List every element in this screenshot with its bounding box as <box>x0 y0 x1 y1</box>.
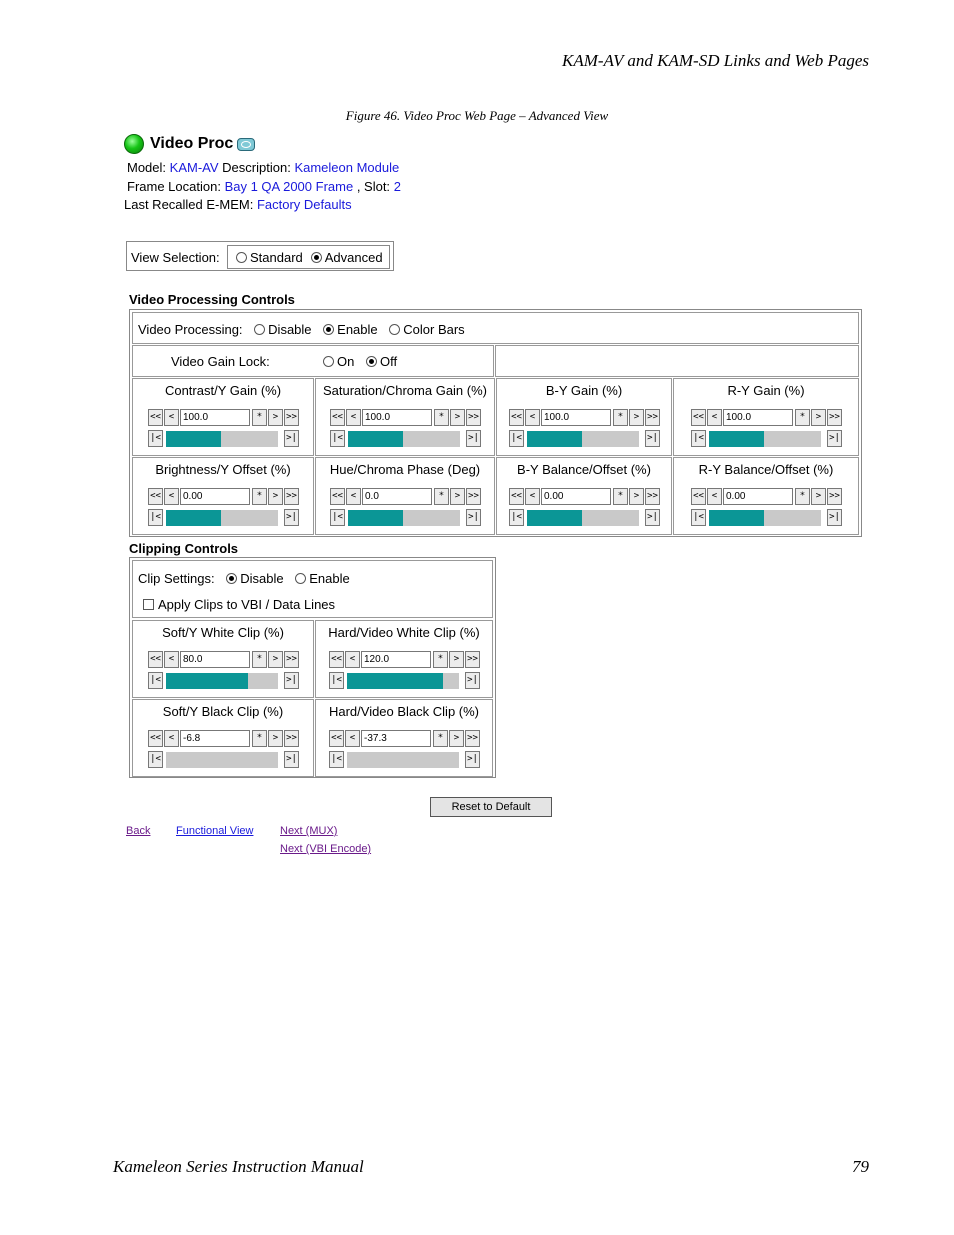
min-button[interactable]: |< <box>329 672 344 689</box>
view-standard-radio[interactable] <box>236 252 247 263</box>
b-y-balance-offset-control <box>496 457 672 535</box>
clip-disable-radio[interactable] <box>226 573 237 584</box>
max-button[interactable]: >| <box>284 430 299 447</box>
apply-button[interactable]: * <box>434 488 449 505</box>
hard-video-black-clip-adjuster <box>329 730 481 772</box>
frame-location-value: Bay 1 QA 2000 Frame <box>224 179 354 194</box>
footer-page-number: 79 <box>852 1157 869 1176</box>
hard-video-white-clip-control <box>315 620 493 698</box>
r-y-balance-offset-adjuster <box>691 488 843 530</box>
description-value: Kameleon Module <box>294 160 400 175</box>
hard-video-black-clip-control <box>315 699 493 777</box>
vp-enable-radio[interactable] <box>323 324 334 335</box>
fast-increment-button[interactable]: >> <box>284 409 299 426</box>
gain-lock-on-radio[interactable] <box>323 356 334 367</box>
page-title: Video Proc <box>150 135 234 152</box>
max-button[interactable]: >| <box>466 509 481 526</box>
soft-y-white-clip-slider[interactable] <box>166 673 278 689</box>
decrement-button[interactable]: < <box>346 409 361 426</box>
next-mux-link[interactable]: Next (MUX) <box>280 825 338 837</box>
apply-button[interactable]: * <box>252 651 267 668</box>
slot-value: 2 <box>393 179 401 194</box>
frame-location-line <box>127 179 401 194</box>
apply-button[interactable]: * <box>795 488 810 505</box>
hard-video-white-clip-slider[interactable] <box>347 673 459 689</box>
soft-y-black-clip-label: Soft/Y Black Clip (%) <box>162 704 284 719</box>
fast-decrement-button[interactable]: << <box>330 409 345 426</box>
max-button[interactable]: >| <box>645 509 660 526</box>
hard-video-white-clip-adjuster <box>329 651 481 693</box>
slot-label: , Slot: <box>356 179 391 194</box>
decrement-button[interactable]: < <box>346 488 361 505</box>
apply-button[interactable]: * <box>252 409 267 426</box>
decrement-button[interactable]: < <box>164 409 179 426</box>
b-y-balance-offset-label: B-Y Balance/Offset (%) <box>517 462 651 477</box>
gain-lock-empty-cell <box>495 345 859 377</box>
max-button[interactable]: >| <box>465 751 480 768</box>
apply-button[interactable]: * <box>433 651 448 668</box>
max-button[interactable]: >| <box>284 509 299 526</box>
view-advanced-label: Advanced <box>324 249 383 265</box>
soft-y-white-clip-label: Soft/Y White Clip (%) <box>162 625 284 640</box>
slider-fill <box>348 510 403 526</box>
decrement-button[interactable]: < <box>164 488 179 505</box>
min-button[interactable]: |< <box>691 509 706 526</box>
contrast-y-gain-control <box>132 378 314 456</box>
b-y-balance-offset-value-input[interactable]: 0.00 <box>541 488 611 505</box>
b-y-gain-adjuster <box>509 409 661 451</box>
apply-button[interactable]: * <box>252 730 267 747</box>
apply-clips-label: Apply Clips to VBI / Data Lines <box>158 597 336 612</box>
r-y-gain-control <box>673 378 859 456</box>
increment-button[interactable]: > <box>450 488 465 505</box>
slider-fill <box>166 510 221 526</box>
vp-disable-label: Disable <box>268 322 312 337</box>
max-button[interactable]: >| <box>284 751 299 768</box>
apply-button[interactable]: * <box>433 730 448 747</box>
r-y-gain-label: R-Y Gain (%) <box>727 383 805 398</box>
soft-y-black-clip-value-input[interactable]: -6.8 <box>180 730 250 747</box>
hue-chroma-phase-deg-slider[interactable] <box>348 510 460 526</box>
saturation-chroma-gain-adjuster <box>330 409 482 451</box>
video-processing-heading: Video Processing Controls <box>129 292 295 307</box>
apply-button[interactable]: * <box>795 409 810 426</box>
r-y-gain-slider[interactable] <box>709 431 821 447</box>
video-processing-mode-row <box>132 312 859 344</box>
contrast-y-gain-label: Contrast/Y Gain (%) <box>164 383 282 398</box>
fast-increment-button[interactable]: >> <box>466 409 481 426</box>
clip-enable-radio[interactable] <box>295 573 306 584</box>
fast-decrement-button[interactable]: << <box>148 488 163 505</box>
slider-fill <box>709 431 764 447</box>
saturation-chroma-gain-value-input[interactable]: 100.0 <box>362 409 432 426</box>
gain-lock-label: Video Gain Lock: <box>171 354 270 369</box>
b-y-gain-slider[interactable] <box>527 431 639 447</box>
back-link[interactable]: Back <box>126 825 151 837</box>
gain-lock-on-label: On <box>337 354 355 369</box>
hard-video-white-clip-value-input[interactable]: 120.0 <box>361 651 431 668</box>
hue-chroma-phase-deg-label: Hue/Chroma Phase (Deg) <box>329 462 481 477</box>
fast-increment-button[interactable]: >> <box>284 651 299 668</box>
brightness-y-offset-adjuster <box>148 488 300 530</box>
vp-colorbars-label: Color Bars <box>403 322 465 337</box>
last-recalled-line <box>124 197 352 212</box>
functional-view-link[interactable]: Functional View <box>176 825 254 837</box>
apply-clips-checkbox[interactable] <box>143 599 154 610</box>
min-button[interactable]: |< <box>330 430 345 447</box>
clip-enable-label: Enable <box>309 571 350 586</box>
clipping-heading: Clipping Controls <box>129 541 239 556</box>
brightness-y-offset-control <box>132 457 314 535</box>
description-label: Description: <box>222 160 291 175</box>
r-y-balance-offset-control <box>673 457 859 535</box>
fast-decrement-button[interactable]: << <box>691 488 706 505</box>
frame-location-label: Frame Location: <box>127 179 221 194</box>
soft-y-white-clip-control <box>132 620 314 698</box>
contrast-y-gain-adjuster <box>148 409 300 451</box>
max-button[interactable]: >| <box>827 509 842 526</box>
next-vbi-encode-link[interactable]: Next (VBI Encode) <box>280 843 372 855</box>
slider-fill <box>166 431 221 447</box>
max-button[interactable]: >| <box>465 672 480 689</box>
gain-lock-row <box>132 345 494 377</box>
fast-decrement-button[interactable]: << <box>329 730 344 747</box>
fast-decrement-button[interactable]: << <box>148 730 163 747</box>
decrement-button[interactable]: < <box>164 651 179 668</box>
slider-fill <box>527 510 582 526</box>
b-y-gain-value-input[interactable]: 100.0 <box>541 409 611 426</box>
increment-button[interactable]: > <box>811 409 826 426</box>
min-button[interactable]: |< <box>691 430 706 447</box>
b-y-balance-offset-slider[interactable] <box>527 510 639 526</box>
hard-video-black-clip-value-input[interactable]: -37.3 <box>361 730 431 747</box>
fast-increment-button[interactable]: >> <box>284 730 299 747</box>
hue-chroma-phase-deg-adjuster <box>330 488 482 530</box>
reset-to-default-button[interactable]: Reset to Default <box>430 797 552 817</box>
r-y-gain-adjuster <box>691 409 843 451</box>
min-button[interactable]: |< <box>330 509 345 526</box>
slider-fill <box>527 431 582 447</box>
fast-increment-button[interactable]: >> <box>284 488 299 505</box>
min-button[interactable]: |< <box>509 430 524 447</box>
video-processing-label: Video Processing: <box>138 322 243 337</box>
gain-lock-off-radio[interactable] <box>366 356 377 367</box>
b-y-gain-label: B-Y Gain (%) <box>545 383 623 398</box>
refresh-icon[interactable] <box>237 138 255 151</box>
decrement-button[interactable]: < <box>707 488 722 505</box>
slider-fill <box>709 510 764 526</box>
apply-button[interactable]: * <box>613 409 628 426</box>
fast-decrement-button[interactable]: << <box>330 488 345 505</box>
vp-enable-label: Enable <box>337 322 378 337</box>
saturation-chroma-gain-label: Saturation/Chroma Gain (%) <box>322 383 487 398</box>
view-selection-label: View Selection: <box>131 250 220 265</box>
vp-colorbars-radio[interactable] <box>389 324 400 335</box>
min-button[interactable]: |< <box>329 751 344 768</box>
clip-disable-label: Disable <box>240 571 284 586</box>
fast-decrement-button[interactable]: << <box>148 651 163 668</box>
contrast-y-gain-value-input[interactable]: 100.0 <box>180 409 250 426</box>
fast-increment-button[interactable]: >> <box>466 488 481 505</box>
soft-y-black-clip-adjuster <box>148 730 300 772</box>
fast-increment-button[interactable]: >> <box>645 488 660 505</box>
r-y-balance-offset-value-input[interactable]: 0.00 <box>723 488 793 505</box>
fast-decrement-button[interactable]: << <box>509 488 524 505</box>
increment-button[interactable]: > <box>449 651 464 668</box>
soft-y-black-clip-control <box>132 699 314 777</box>
contrast-y-gain-slider[interactable] <box>166 431 278 447</box>
fast-decrement-button[interactable]: << <box>148 409 163 426</box>
view-standard-label: Standard <box>250 249 303 265</box>
max-button[interactable]: >| <box>284 672 299 689</box>
hard-video-black-clip-label: Hard/Video Black Clip (%) <box>328 704 480 719</box>
fast-increment-button[interactable]: >> <box>827 409 842 426</box>
min-button[interactable]: |< <box>148 672 163 689</box>
slider-fill <box>166 673 248 689</box>
min-button[interactable]: |< <box>148 751 163 768</box>
fast-increment-button[interactable]: >> <box>465 651 480 668</box>
saturation-chroma-gain-control <box>315 378 495 456</box>
b-y-gain-control <box>496 378 672 456</box>
view-selection-options <box>227 245 390 269</box>
increment-button[interactable]: > <box>629 488 644 505</box>
increment-button[interactable]: > <box>268 409 283 426</box>
footer-manual-title: Kameleon Series Instruction Manual <box>113 1157 364 1176</box>
hard-video-black-clip-slider[interactable] <box>347 752 459 768</box>
slider-fill <box>348 431 403 447</box>
running-header: KAM-AV and KAM-SD Links and Web Pages <box>561 51 869 70</box>
increment-button[interactable]: > <box>811 488 826 505</box>
fast-decrement-button[interactable]: << <box>509 409 524 426</box>
vp-disable-radio[interactable] <box>254 324 265 335</box>
apply-button[interactable]: * <box>434 409 449 426</box>
clip-settings-row <box>132 560 493 618</box>
soft-y-white-clip-value-input[interactable]: 80.0 <box>180 651 250 668</box>
model-label: Model: <box>127 160 167 175</box>
slider-fill <box>347 673 443 689</box>
max-button[interactable]: >| <box>466 430 481 447</box>
r-y-gain-value-input[interactable]: 100.0 <box>723 409 793 426</box>
hard-video-white-clip-label: Hard/Video White Clip (%) <box>328 625 480 640</box>
increment-button[interactable]: > <box>629 409 644 426</box>
decrement-button[interactable]: < <box>525 488 540 505</box>
hue-chroma-phase-deg-control <box>315 457 495 535</box>
increment-button[interactable]: > <box>268 651 283 668</box>
brightness-y-offset-label: Brightness/Y Offset (%) <box>155 462 291 477</box>
min-button[interactable]: |< <box>509 509 524 526</box>
decrement-button[interactable]: < <box>707 409 722 426</box>
fast-increment-button[interactable]: >> <box>645 409 660 426</box>
min-button[interactable]: |< <box>148 509 163 526</box>
max-button[interactable]: >| <box>645 430 660 447</box>
gain-lock-off-label: Off <box>380 354 398 369</box>
hue-chroma-phase-deg-value-input[interactable]: 0.0 <box>362 488 432 505</box>
fast-increment-button[interactable]: >> <box>465 730 480 747</box>
fast-decrement-button[interactable]: << <box>329 651 344 668</box>
status-led-icon <box>124 134 144 154</box>
model-value: KAM-AV <box>169 160 219 175</box>
apply-button[interactable]: * <box>613 488 628 505</box>
r-y-balance-offset-label: R-Y Balance/Offset (%) <box>698 462 834 477</box>
view-advanced-radio[interactable] <box>311 252 322 263</box>
decrement-button[interactable]: < <box>345 651 360 668</box>
view-selection-box <box>126 241 394 271</box>
increment-button[interactable]: > <box>268 730 283 747</box>
apply-button[interactable]: * <box>252 488 267 505</box>
soft-y-white-clip-adjuster <box>148 651 300 693</box>
saturation-chroma-gain-slider[interactable] <box>348 431 460 447</box>
model-line <box>127 160 399 175</box>
fast-decrement-button[interactable]: << <box>691 409 706 426</box>
min-button[interactable]: |< <box>148 430 163 447</box>
brightness-y-offset-slider[interactable] <box>166 510 278 526</box>
last-recalled-label: Last Recalled E-MEM: <box>124 197 254 212</box>
b-y-balance-offset-adjuster <box>509 488 661 530</box>
increment-button[interactable]: > <box>449 730 464 747</box>
r-y-balance-offset-slider[interactable] <box>709 510 821 526</box>
last-recalled-value: Factory Defaults <box>256 197 352 212</box>
soft-y-black-clip-slider[interactable] <box>166 752 278 768</box>
clip-settings-label: Clip Settings: <box>138 571 215 586</box>
increment-button[interactable]: > <box>450 409 465 426</box>
figure-caption: Figure 46. Video Proc Web Page – Advanced View <box>345 108 609 123</box>
page-heading <box>124 132 255 156</box>
brightness-y-offset-value-input[interactable]: 0.00 <box>180 488 250 505</box>
clipping-panel <box>129 557 496 778</box>
video-processing-panel <box>129 309 862 537</box>
decrement-button[interactable]: < <box>345 730 360 747</box>
max-button[interactable]: >| <box>827 430 842 447</box>
fast-increment-button[interactable]: >> <box>827 488 842 505</box>
decrement-button[interactable]: < <box>525 409 540 426</box>
decrement-button[interactable]: < <box>164 730 179 747</box>
increment-button[interactable]: > <box>268 488 283 505</box>
